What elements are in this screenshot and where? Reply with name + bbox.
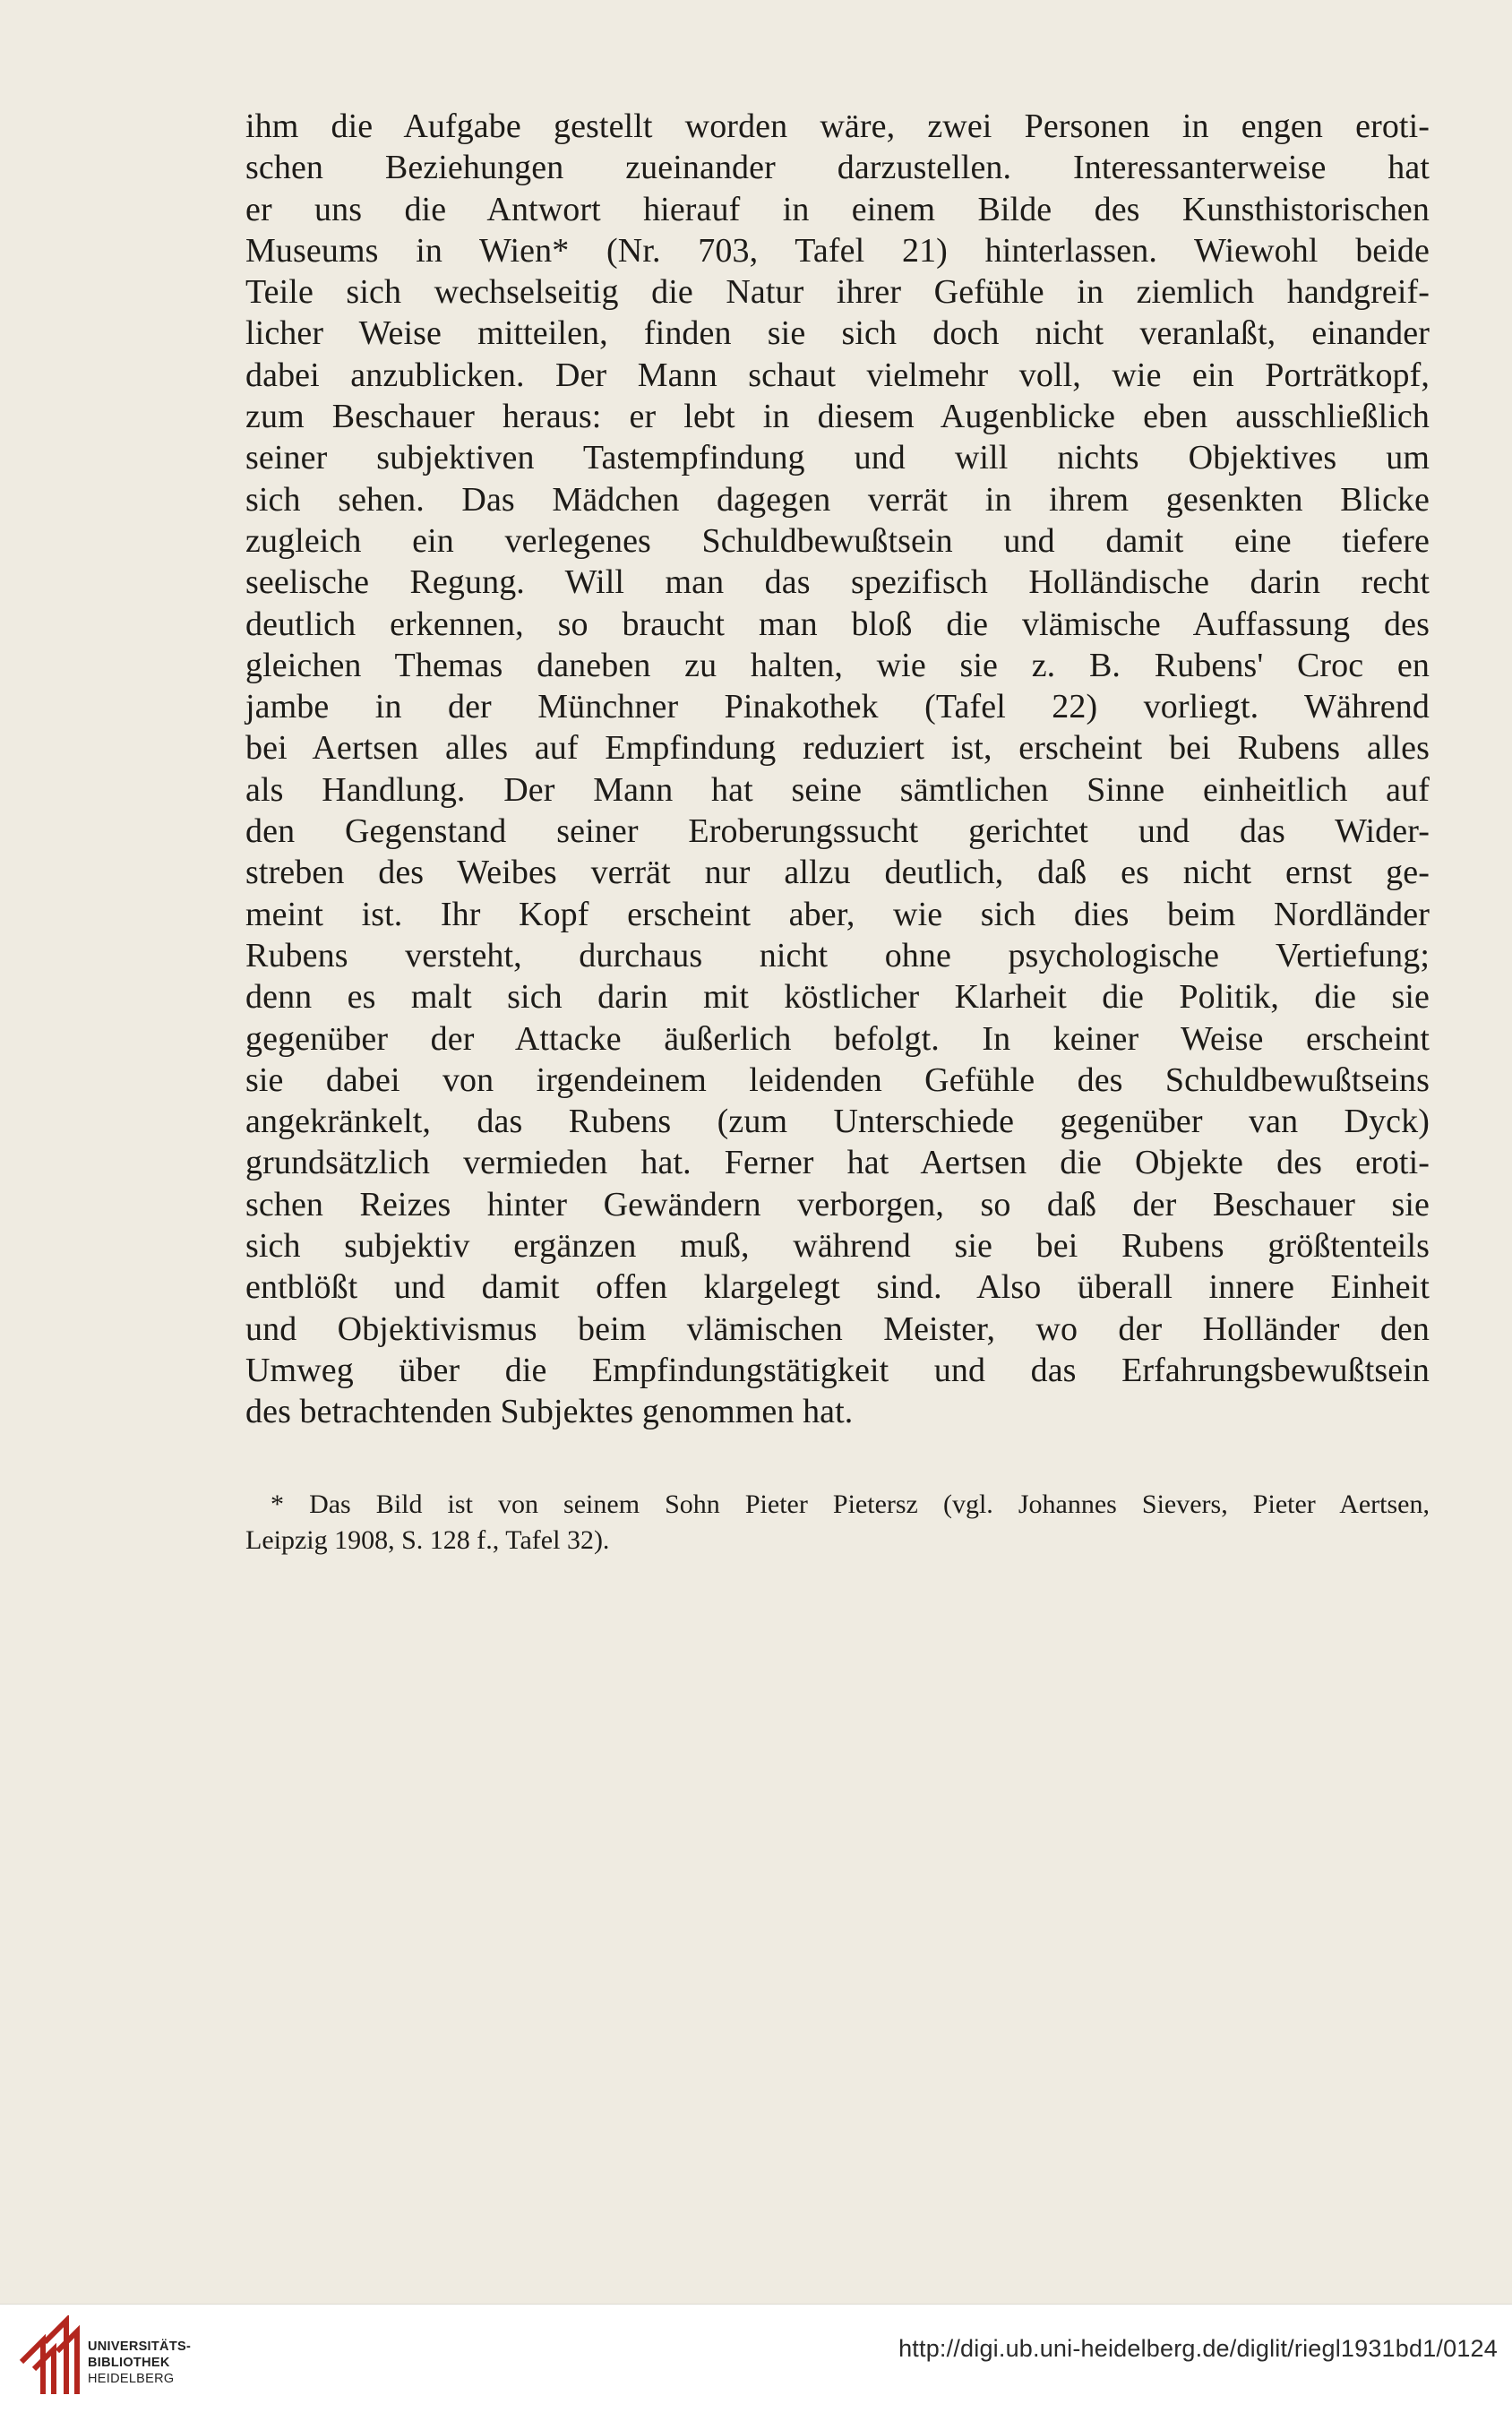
body-line: seelische Regung. Will man das spezifisch Holländische darin recht [245,563,1430,602]
body-line: entblößt und damit offen klargelegt sind. Also überall innere Einheit [245,1268,1430,1307]
body-line: Umweg über die Empfindungstätigkeit und das Erfahrungsbewußtsein [245,1351,1430,1389]
body-line: des betrachtenden Subjektes genommen hat. [245,1393,854,1431]
body-line: und Objektivismus beim vlämischen Meister, wo der Holländer den [245,1309,1430,1348]
body-line: ihm die Aufgabe gestellt worden wäre, zwei Personen in engen eroti- [245,107,1430,145]
body-line: Teile sich wechselseitig die Natur ihrer Gefühle in ziemlich handgreif- [245,273,1430,312]
body-line: als Handlung. Der Mann hat seine sämtlichen Sinne einheitlich auf [245,770,1430,809]
source-url-link[interactable]: http://digi.ub.uni-heidelberg.de/diglit/riegl1931bd1/0124 [898,2335,1498,2362]
body-line: zum Beschauer heraus: er lebt in diesem Augenblicke eben ausschließlich [245,398,1430,436]
footnote [245,1487,1430,1558]
body-line: angekränkelt, das Rubens (zum Unterschiede gegenüber van Dyck) [245,1103,1430,1141]
body-line: gegenüber der Attacke äußerlich befolgt. In keiner Weise erscheint [245,1019,1430,1058]
body-line: er uns die Antwort hierauf in einem Bilde des Kunsthistorischen [245,190,1430,228]
body-line: sie dabei von irgendeinem leidenden Gefühle des Schuldbewußtseins [245,1060,1430,1099]
body-line: deutlich erkennen, so braucht man bloß die vlämische Auffassung des [245,605,1430,643]
library-name-line: BIBLIOTHEK [88,2356,170,2370]
body-text [245,106,1430,1433]
body-line: den Gegenstand seiner Eroberungssucht gerichtet und das Wider- [245,812,1430,851]
footer-bar [0,2304,1512,2421]
body-line: zugleich ein verlegenes Schuldbewußtsein und damit eine tiefere [245,521,1430,560]
body-line: sich sehen. Das Mädchen dagegen verrät in ihrem gesenkten Blicke [245,480,1430,519]
body-line: sich subjektiv ergänzen muß, während sie bei Rubens größtenteils [245,1227,1430,1266]
library-logo-graphic [18,2315,82,2398]
body-line: bei Aertsen alles auf Empfindung reduziert ist, erscheint bei Rubens alles [245,729,1430,768]
footnote-line: Leipzig 1908, S. 128 f., Tafel 32). [245,1525,610,1555]
body-line: grundsätzlich vermieden hat. Ferner hat Aertsen die Objekte des eroti- [245,1144,1430,1182]
body-line: denn es malt sich darin mit köstlicher Klarheit die Politik, die sie [245,978,1430,1017]
body-line: meint ist. Ihr Kopf erscheint aber, wie sich dies beim Nordländer [245,895,1430,933]
body-line: dabei anzublicken. Der Mann schaut vielmehr voll, wie ein Porträtkopf, [245,356,1430,394]
body-line: Museums in Wien* (Nr. 703, Tafel 21) hinterlassen. Wiewohl beide [245,231,1430,270]
body-line: licher Weise mitteilen, finden sie sich doch nicht veranlaßt, einander [245,314,1430,353]
body-line: schen Beziehungen zueinander darzustellen. Interessanterweise hat [245,149,1430,187]
library-name-line: UNIVERSITÄTS- [88,2339,192,2354]
body-line: Rubens versteht, durchaus nicht ohne psychologische Vertiefung; [245,936,1430,974]
body-line: gleichen Themas daneben zu halten, wie sie z. B. Rubens' Croc en [245,646,1430,684]
body-line: seiner subjektiven Tastempfindung und will nichts Objektives um [245,439,1430,477]
library-logo-icon [18,2315,82,2398]
body-line: jambe in der Münchner Pinakothek (Tafel 22) vorliegt. Während [245,688,1430,726]
footnote-line: * Das Bild ist von seinem Sohn Pieter Pietersz (vgl. Johannes Sievers, Pieter Aertsen, [271,1490,1430,1519]
library-name-line: HEIDELBERG [88,2372,175,2386]
body-line: schen Reizes hinter Gewändern verborgen, so daß der Beschauer sie [245,1185,1430,1223]
library-name [88,2339,191,2387]
body-line: streben des Weibes verrät nur allzu deutlich, daß es nicht ernst ge- [245,854,1430,892]
